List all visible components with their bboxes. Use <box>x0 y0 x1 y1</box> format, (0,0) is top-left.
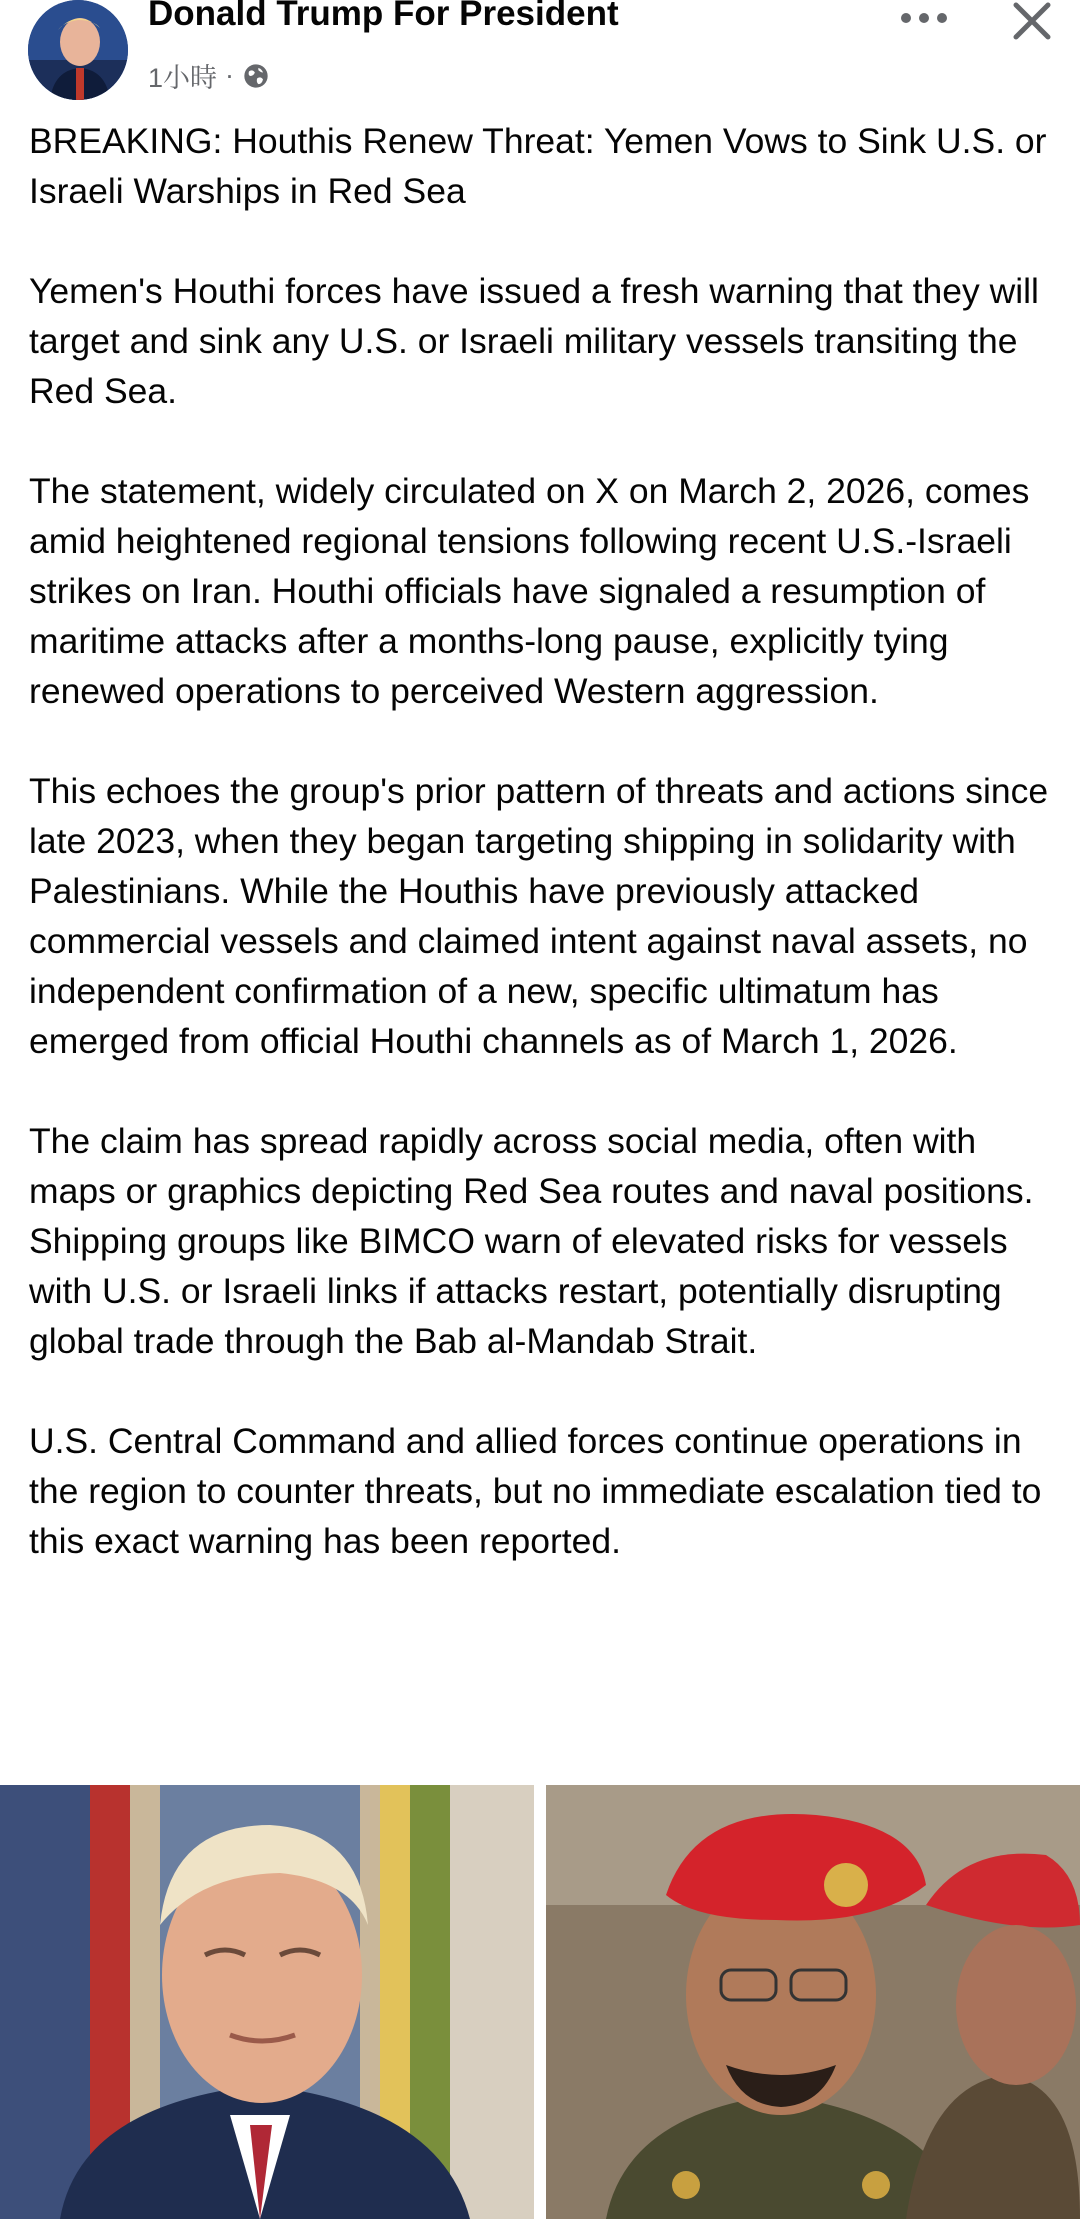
post-header <box>0 0 1080 110</box>
post-text <box>29 116 1059 1566</box>
post-photo-right[interactable] <box>546 1785 1080 2219</box>
post-paragraph: Yemen's Houthi forces have issued a fresh warning that they will target and sink any U.S. or Israeli military vessels transiting the Red Sea. <box>29 271 1039 411</box>
post-photo-left[interactable] <box>0 1785 534 2219</box>
author-avatar[interactable] <box>28 0 128 100</box>
globe-icon <box>242 62 270 90</box>
post-time[interactable]: 1小時 <box>148 63 218 93</box>
meta-separator: · <box>225 60 235 90</box>
post-paragraph: U.S. Central Command and allied forces continue operations in the region to counter threats, but no immediate escalation tied to this exact warning has been reported. <box>29 1421 1042 1561</box>
post-paragraph: The claim has spread rapidly across social media, often with maps or graphics depicting Red Sea routes and naval positions. Shipping groups like BIMCO warn of elevated risks for vessels with U.S. or Israeli links if attacks restart, potentially disrupting global trade through the Bab al-Mandab Strait. <box>29 1121 1034 1361</box>
close-icon[interactable] <box>1008 0 1056 42</box>
more-icon[interactable] <box>896 0 952 36</box>
post-meta <box>148 56 270 95</box>
author-name[interactable]: Donald Trump For President <box>148 0 619 33</box>
post-headline: BREAKING: Houthis Renew Threat: Yemen Vows to Sink U.S. or Israeli Warships in Red Sea <box>29 121 1047 211</box>
post-paragraph: The statement, widely circulated on X on March 2, 2026, comes amid heightened regional tensions following recent U.S.-Israeli strikes on Iran. Houthi officials have signaled a resumption of maritime attacks after a months-long pause, explicitly tying renewed operations to perceived Western aggression. <box>29 471 1030 711</box>
post-paragraph: This echoes the group's prior pattern of threats and actions since late 2023, when they began targeting shipping in solidarity with Palestinians. While the Houthis have previously attacked commercial vessels and claimed intent against naval assets, no independent confirmation of a new, specific ultimatum has emerged from official Houthi channels as of March 1, 2026. <box>29 771 1049 1061</box>
